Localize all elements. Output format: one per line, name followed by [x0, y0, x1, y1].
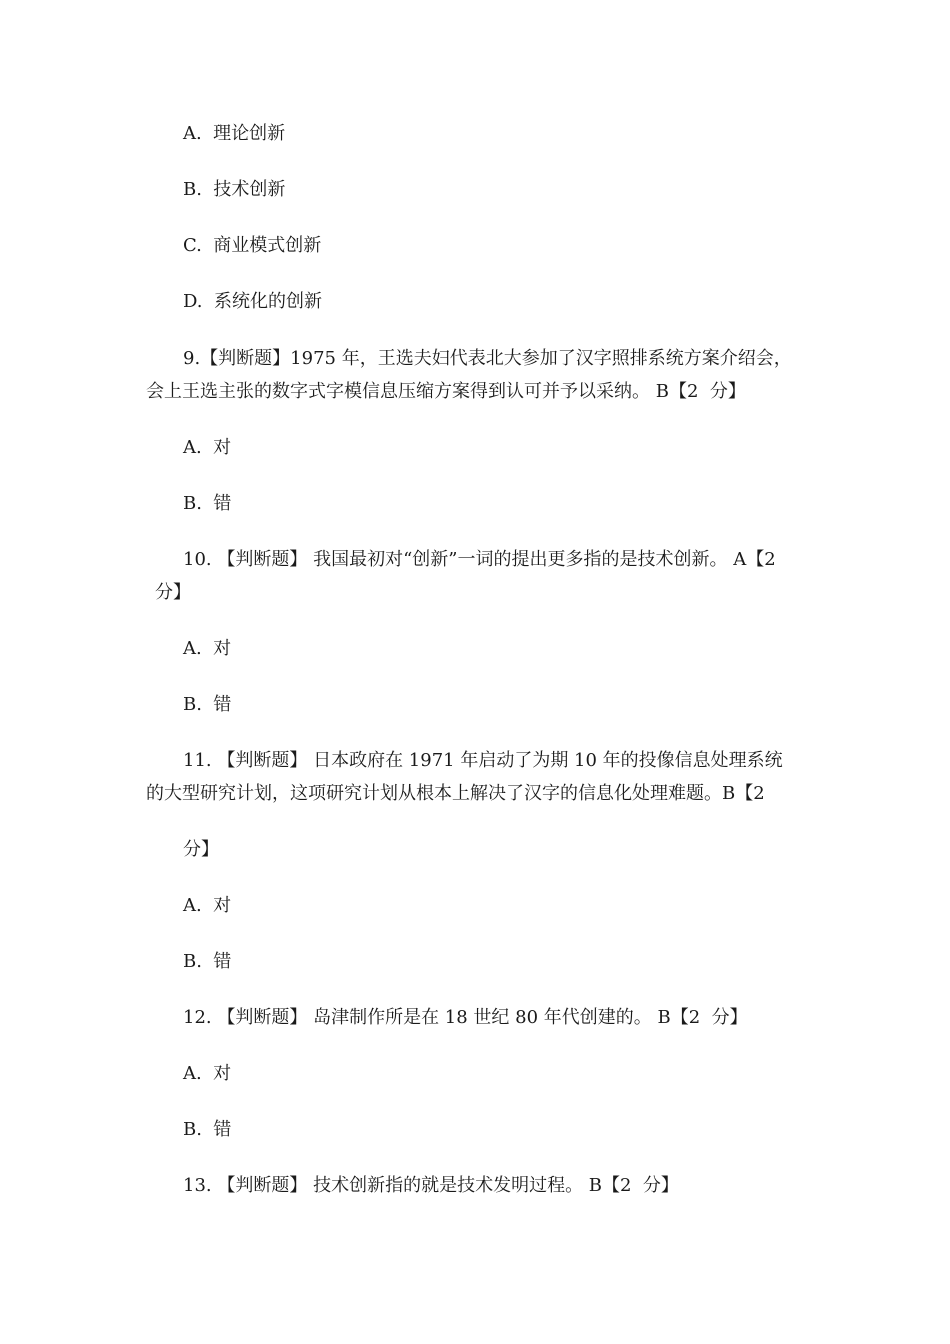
- option-b: B. 错: [183, 694, 232, 715]
- option-a: A. 对: [183, 437, 232, 458]
- question-12: 12. 【判断题】 岛津制作所是在 18 世纪 80 年代创建的。 B【2 分】: [183, 1007, 748, 1028]
- option-a: A. 对: [183, 638, 232, 659]
- option-a: A. 理论创新: [183, 123, 286, 144]
- option-a: A. 对: [183, 895, 232, 916]
- option-d: D. 系统化的创新: [183, 291, 322, 312]
- question-10-line-1: 10. 【判断题】 我国最初对“创新”一词的提出更多指的是技术创新。 A【2: [183, 549, 776, 570]
- question-9-line-1: 9.【判断题】1975 年，王选夫妇代表北大参加了汉字照排系统方案介绍会，: [183, 348, 792, 369]
- question-11-line-3: 分】: [183, 839, 219, 860]
- option-c: C. 商业模式创新: [183, 235, 322, 256]
- question-9-line-2: 会上王选主张的数字式字模信息压缩方案得到认可并予以采纳。 B【2 分】: [146, 381, 746, 402]
- question-10-line-2: 分】: [155, 582, 191, 603]
- question-11-line-2: 的大型研究计划，这项研究计划从根本上解决了汉字的信息化处理难题。B【2: [146, 783, 765, 804]
- option-b: B. 错: [183, 951, 232, 972]
- question-13: 13. 【判断题】 技术创新指的就是技术发明过程。 B【2 分】: [183, 1175, 679, 1196]
- question-11-line-1: 11. 【判断题】 日本政府在 1971 年启动了为期 10 年的投像信息处理系统: [183, 750, 783, 771]
- option-b: B. 错: [183, 493, 232, 514]
- option-b: B. 技术创新: [183, 179, 286, 200]
- option-b: B. 错: [183, 1119, 232, 1140]
- option-a: A. 对: [183, 1063, 232, 1084]
